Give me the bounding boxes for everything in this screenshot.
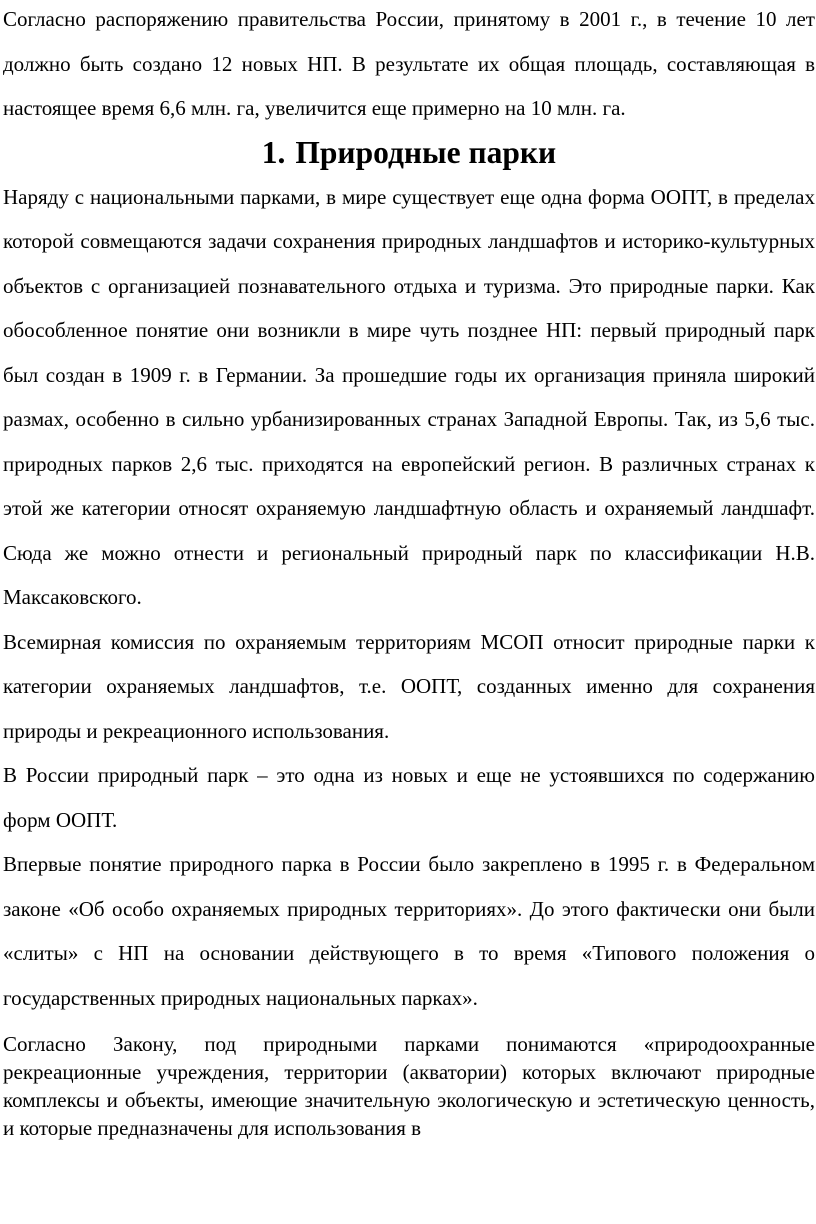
paragraph-law-definition: Согласно Закону, под природными парками понимаются «природоохранные рекреационные учреждения, территории (акватории) которых включают природные комплексы и объекты, имеющие значительную экологическую и эстетическую ценность, и которые предназначены для использования в [3, 1032, 815, 1140]
paragraph-nature-parks-world: Наряду с национальными парками, в мире существует еще одна форма ООПТ, в пределах которой совмещаются задачи сохранения природных ландшафтов и историко-культурных объектов с организацией познавательного отдыха и туризма. Это природные парки. Как обособленное понятие они возникли в мире чуть позднее НП: первый природный парк был создан в 1909 г. в Германии. За прошедшие годы их организация приняла широкий размах, особенно в сильно урбанизированных странах Западной Европы. Так, из 5,6 тыс. природных парков 2,6 тыс. приходятся на европейский регион. В различных странах к этой же категории относят охраняемую ландшафтную область и охраняемый ландшафт. Сюда же можно отнести и региональный природный парк по классификации Н.В. Максаковского. [3, 184, 815, 609]
paragraph-law-1995: Впервые понятие природного парка в России было закреплено в 1995 г. в Федеральном законе «Об особо охраняемых природных территориях». До этого фактически они были «слиты» с НП на основании действующего в то время «Типового положения о государственных природных национальных парках». [3, 852, 815, 1010]
section-heading [3, 131, 815, 175]
paragraph-intro: Согласно распоряжению правительства России, принятому в 2001 г., в течение 10 лет должно быть создано 12 новых НП. В результате их общая площадь, составляющая в настоящее время 6,6 млн. га, увеличится еще примерно на 10 млн. га. [3, 7, 815, 120]
section-number: 1. [261, 134, 286, 170]
paragraph-russia: В России природный парк – это одна из новых и еще не устоявшихся по содержанию форм ООПТ. [3, 763, 815, 832]
paragraph-iucn: Всемирная комиссия по охраняемым территориям МСОП относит природные парки к категории охраняемых ландшафтов, т.е. ООПТ, созданных именно для сохранения природы и рекреационного использования. [3, 629, 815, 743]
section-title: Природные парки [295, 134, 557, 170]
